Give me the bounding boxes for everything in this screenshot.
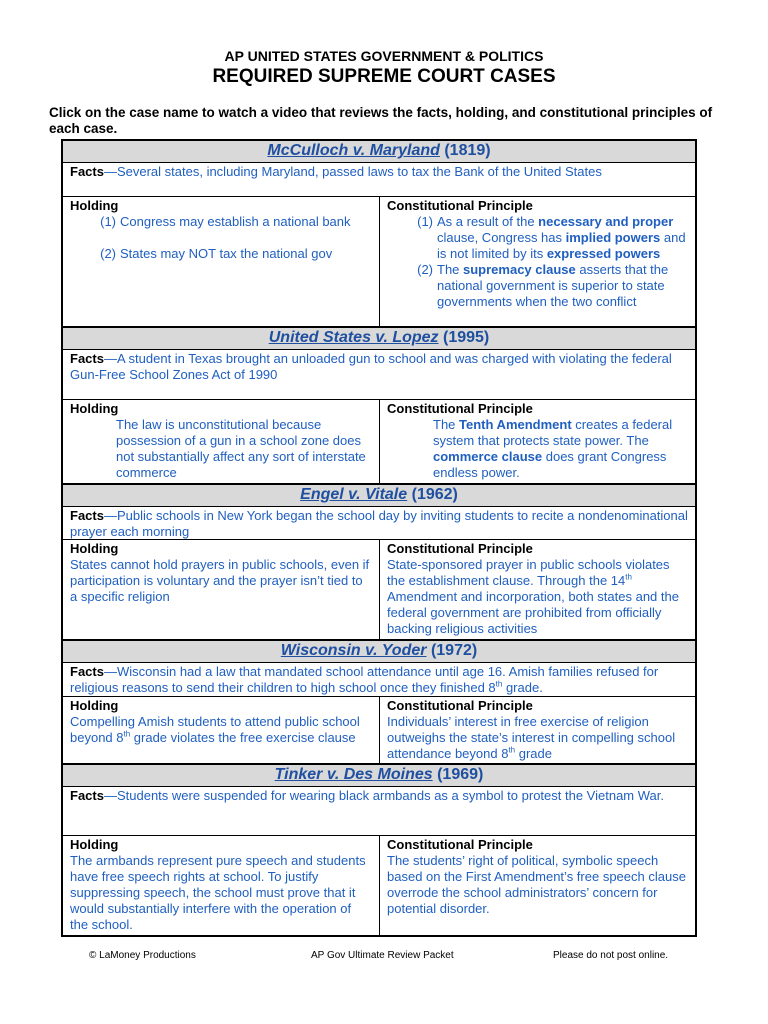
principle-cell (379, 540, 695, 639)
facts-text: —Wisconsin had a law that mandated school attendance until age 16. Amish families refused for religious reasons to send their children to high school once they finished 8th grade. (70, 664, 659, 695)
principle-label: Constitutional Principle (387, 698, 533, 713)
course-title: AP UNITED STATES GOVERNMENT & POLITICS (224, 48, 544, 64)
case-holding-principle-row (63, 835, 695, 935)
case-link-mcculloch[interactable]: McCulloch v. Maryland (267, 142, 440, 159)
footer-copyright: © LaMoney Productions (89, 950, 196, 961)
principle-text: Individuals’ interest in free exercise of religion outweighs the state’s interest in compelling school attendance beyond 8th grade (387, 714, 676, 761)
case-facts (63, 786, 695, 835)
case-year: (1995) (443, 329, 490, 346)
holding-label: Holding (70, 698, 119, 713)
principle-label: Constitutional Principle (387, 541, 533, 556)
holding-label: Holding (70, 541, 119, 556)
holding-list (70, 214, 372, 262)
case-title-mcculloch (63, 141, 695, 162)
footer-notice: Please do not post online. (553, 950, 669, 961)
principle-label: Constitutional Principle (387, 198, 533, 213)
holding-text: The armbands represent pure speech and students have free speech rights at school. To justify suppressing speech, the school must prove that it would substantially interfere with the operation of the school. (70, 853, 366, 932)
holding-cell (63, 836, 379, 935)
case-facts (63, 349, 695, 399)
holding-cell (63, 197, 379, 326)
list-item: (1) Congress may establish a national bank (100, 214, 351, 229)
facts-label: Facts (70, 351, 104, 366)
principle-list (387, 214, 688, 310)
case-facts (63, 506, 695, 539)
case-title-lopez (63, 326, 695, 349)
holding-text: Compelling Amish students to attend public school beyond 8th grade violates the free exercise clause (70, 714, 360, 745)
holding-text: The law is unconstitutional because possession of a gun in a school zone does not substantially affect any sort of interstate commerce (116, 417, 366, 480)
case-title-engel (63, 483, 695, 506)
case-link-tinker[interactable]: Tinker v. Des Moines (274, 766, 433, 783)
holding-label: Holding (70, 401, 119, 416)
cases-table (61, 139, 697, 937)
case-link-yoder[interactable]: Wisconsin v. Yoder (280, 642, 427, 659)
footer-title: AP Gov Ultimate Review Packet (311, 950, 454, 961)
holding-cell (63, 400, 379, 483)
list-item: (2) States may NOT tax the national gov (100, 246, 333, 261)
case-facts (63, 162, 695, 196)
page-header (0, 48, 768, 88)
case-year: (1819) (444, 142, 491, 159)
case-title-tinker (63, 763, 695, 786)
principle-label: Constitutional Principle (387, 401, 533, 416)
case-year: (1972) (430, 642, 478, 659)
facts-text: —Public schools in New York began the school day by inviting students to recite a nondenominational prayer each morning (70, 508, 688, 539)
holding-text: States cannot hold prayers in public schools, even if participation is voluntary and the prayer isn’t tied to a specific religion (70, 557, 370, 604)
facts-text: —Students were suspended for wearing black armbands as a symbol to protest the Vietnam War. (103, 788, 664, 803)
case-holding-principle-row (63, 196, 695, 326)
case-year: (1969) (437, 766, 484, 783)
holding-cell (63, 540, 379, 639)
principle-cell (379, 836, 695, 935)
holding-cell (63, 697, 379, 763)
list-item: (1) As a result of the necessary and proper clause, Congress has implied powers and is not limited by its expressed powers (417, 214, 686, 261)
principle-cell (379, 197, 695, 326)
case-facts (63, 662, 695, 696)
document-title: REQUIRED SUPREME COURT CASES (212, 66, 556, 87)
case-holding-principle-row (63, 696, 695, 763)
principle-cell (379, 400, 695, 483)
holding-label: Holding (70, 198, 119, 213)
principle-text: The Tenth Amendment creates a federal system that protects state power. The commerce clause does grant Congress endless power. (433, 417, 673, 480)
facts-label: Facts (70, 664, 104, 679)
list-item: (2) The supremacy clause asserts that the national government is superior to state governments when the two conflict (417, 262, 669, 309)
case-year: (1962) (411, 486, 458, 503)
instructions: Click on the case name to watch a video that reviews the facts, holding, and constitutional principles of each case. (49, 105, 713, 136)
facts-label: Facts (70, 788, 104, 803)
holding-label: Holding (70, 837, 119, 852)
facts-label: Facts (70, 508, 104, 523)
case-holding-principle-row (63, 539, 695, 639)
principle-label: Constitutional Principle (387, 837, 533, 852)
case-holding-principle-row (63, 399, 695, 483)
principle-cell (379, 697, 695, 763)
facts-text: —Several states, including Maryland, passed laws to tax the Bank of the United States (103, 164, 602, 179)
principle-text: State-sponsored prayer in public schools violates the establishment clause. Through the 14th Amendment and incorporation, both states and the federal government are prohibited from officially backing religious activities (387, 557, 679, 636)
principle-text: The students’ right of political, symbolic speech based on the First Amendment’s free speech clause overrode the school administrators’ concern for potential disorder. (387, 853, 686, 916)
case-link-lopez[interactable]: United States v. Lopez (268, 329, 439, 346)
case-link-engel[interactable]: Engel v. Vitale (300, 486, 408, 503)
facts-label: Facts (70, 164, 104, 179)
facts-text: —A student in Texas brought an unloaded gun to school and was charged with violating the federal Gun-Free School Zones Act of 1990 (70, 351, 672, 382)
case-title-yoder (63, 639, 695, 662)
